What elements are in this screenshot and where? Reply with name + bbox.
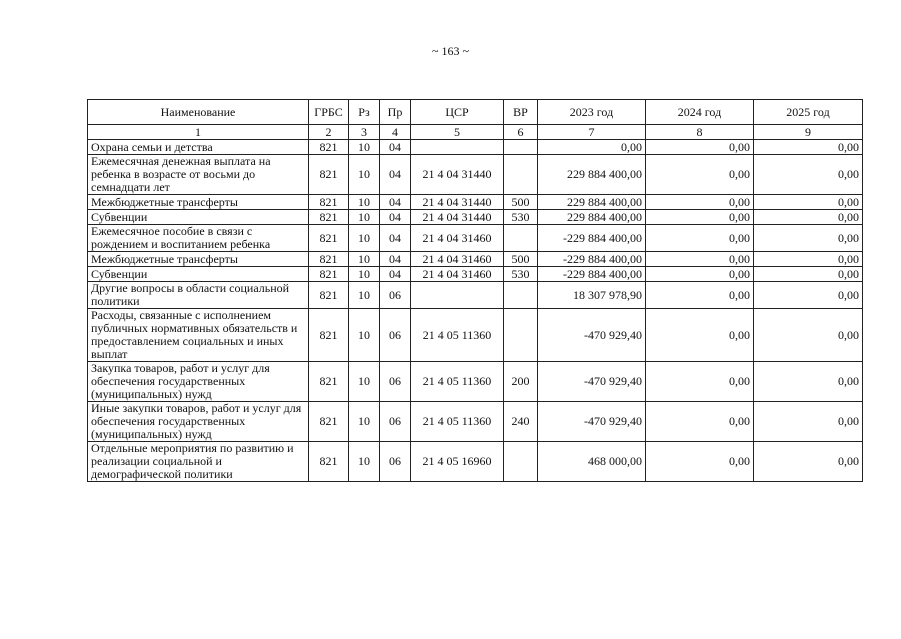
row-pr: 06 [380, 282, 411, 309]
table-row [88, 402, 863, 442]
row-amount-2024: 0,00 [646, 155, 754, 195]
row-vr: 200 [504, 362, 538, 402]
row-grbs: 821 [309, 210, 349, 225]
row-vr: 530 [504, 210, 538, 225]
row-amount-2024: 0,00 [646, 309, 754, 362]
row-grbs: 821 [309, 402, 349, 442]
table-row [88, 225, 863, 252]
row-pr: 04 [380, 252, 411, 267]
row-amount-2025: 0,00 [754, 442, 863, 482]
row-amount-2025: 0,00 [754, 225, 863, 252]
row-vr: 240 [504, 402, 538, 442]
header-name: Наименование [88, 100, 309, 125]
row-amount-2024: 0,00 [646, 225, 754, 252]
row-name: Межбюджетные трансферты [88, 195, 309, 210]
budget-table [87, 99, 863, 482]
row-pr: 04 [380, 155, 411, 195]
row-rz: 10 [349, 442, 380, 482]
row-amount-2023: 468 000,00 [538, 442, 646, 482]
column-number: 8 [646, 125, 754, 140]
row-grbs: 821 [309, 309, 349, 362]
row-grbs: 821 [309, 362, 349, 402]
row-rz: 10 [349, 267, 380, 282]
header-csr: ЦСР [411, 100, 504, 125]
row-grbs: 821 [309, 155, 349, 195]
row-amount-2025: 0,00 [754, 309, 863, 362]
row-vr: 500 [504, 195, 538, 210]
header-pr: Пр [380, 100, 411, 125]
table-row [88, 267, 863, 282]
table-row [88, 309, 863, 362]
column-number: 7 [538, 125, 646, 140]
row-csr: 21 4 05 11360 [411, 362, 504, 402]
row-csr: 21 4 04 31440 [411, 195, 504, 210]
row-amount-2023: 229 884 400,00 [538, 155, 646, 195]
row-amount-2024: 0,00 [646, 195, 754, 210]
header-2024: 2024 год [646, 100, 754, 125]
row-pr: 06 [380, 402, 411, 442]
column-number: 4 [380, 125, 411, 140]
row-rz: 10 [349, 155, 380, 195]
row-vr: 500 [504, 252, 538, 267]
row-amount-2023: -470 929,40 [538, 402, 646, 442]
row-csr: 21 4 04 31440 [411, 210, 504, 225]
header-2025: 2025 год [754, 100, 863, 125]
row-vr [504, 442, 538, 482]
row-pr: 06 [380, 309, 411, 362]
row-rz: 10 [349, 140, 380, 155]
row-amount-2025: 0,00 [754, 282, 863, 309]
row-amount-2024: 0,00 [646, 442, 754, 482]
row-csr [411, 140, 504, 155]
row-pr: 04 [380, 210, 411, 225]
row-grbs: 821 [309, 282, 349, 309]
row-grbs: 821 [309, 267, 349, 282]
row-name: Межбюджетные трансферты [88, 252, 309, 267]
row-pr: 04 [380, 225, 411, 252]
row-amount-2023: 229 884 400,00 [538, 210, 646, 225]
row-pr: 04 [380, 267, 411, 282]
row-amount-2023: -229 884 400,00 [538, 225, 646, 252]
row-amount-2024: 0,00 [646, 267, 754, 282]
row-csr: 21 4 04 31460 [411, 252, 504, 267]
row-pr: 06 [380, 442, 411, 482]
row-amount-2025: 0,00 [754, 362, 863, 402]
row-grbs: 821 [309, 195, 349, 210]
row-name: Иные закупки товаров, работ и услуг для обеспечения государственных (муниципальных) нужд [88, 402, 309, 442]
row-amount-2023: -229 884 400,00 [538, 252, 646, 267]
row-grbs: 821 [309, 252, 349, 267]
row-csr: 21 4 04 31440 [411, 155, 504, 195]
row-grbs: 821 [309, 442, 349, 482]
row-vr [504, 225, 538, 252]
table-row [88, 140, 863, 155]
page-number: ~ 163 ~ [432, 44, 469, 58]
row-amount-2023: 0,00 [538, 140, 646, 155]
row-amount-2024: 0,00 [646, 252, 754, 267]
header-2023: 2023 год [538, 100, 646, 125]
row-vr [504, 282, 538, 309]
row-amount-2025: 0,00 [754, 140, 863, 155]
row-name: Расходы, связанные с исполнением публичных нормативных обязательств и предоставлением социальных и иных выплат [88, 309, 309, 362]
row-name: Охрана семьи и детства [88, 140, 309, 155]
row-rz: 10 [349, 225, 380, 252]
table-row [88, 442, 863, 482]
row-csr: 21 4 04 31460 [411, 225, 504, 252]
row-name: Отдельные мероприятия по развитию и реализации социальной и демографической политики [88, 442, 309, 482]
header-rz: Рз [349, 100, 380, 125]
row-amount-2024: 0,00 [646, 402, 754, 442]
row-amount-2024: 0,00 [646, 140, 754, 155]
header-row [88, 100, 863, 125]
row-csr: 21 4 04 31460 [411, 267, 504, 282]
table-row [88, 252, 863, 267]
row-rz: 10 [349, 195, 380, 210]
header-vr: ВР [504, 100, 538, 125]
table-row [88, 210, 863, 225]
column-number: 6 [504, 125, 538, 140]
row-amount-2024: 0,00 [646, 210, 754, 225]
row-amount-2023: -470 929,40 [538, 309, 646, 362]
row-vr [504, 140, 538, 155]
row-amount-2025: 0,00 [754, 210, 863, 225]
row-rz: 10 [349, 309, 380, 362]
row-pr: 04 [380, 140, 411, 155]
row-csr: 21 4 05 16960 [411, 442, 504, 482]
row-amount-2023: -470 929,40 [538, 362, 646, 402]
row-amount-2025: 0,00 [754, 267, 863, 282]
row-grbs: 821 [309, 225, 349, 252]
table-row [88, 155, 863, 195]
column-number-row [88, 125, 863, 140]
row-vr: 530 [504, 267, 538, 282]
row-rz: 10 [349, 210, 380, 225]
header-grbs: ГРБС [309, 100, 349, 125]
column-number: 3 [349, 125, 380, 140]
row-amount-2023: 229 884 400,00 [538, 195, 646, 210]
column-number: 5 [411, 125, 504, 140]
row-grbs: 821 [309, 140, 349, 155]
row-rz: 10 [349, 252, 380, 267]
row-name: Ежемесячное пособие в связи с рождением и воспитанием ребенка [88, 225, 309, 252]
row-vr [504, 309, 538, 362]
row-amount-2024: 0,00 [646, 362, 754, 402]
table-row [88, 362, 863, 402]
row-rz: 10 [349, 402, 380, 442]
row-amount-2024: 0,00 [646, 282, 754, 309]
row-amount-2025: 0,00 [754, 402, 863, 442]
column-number: 1 [88, 125, 309, 140]
table-row [88, 195, 863, 210]
table-row [88, 282, 863, 309]
budget-table-body [88, 140, 863, 482]
row-amount-2023: -229 884 400,00 [538, 267, 646, 282]
row-csr: 21 4 05 11360 [411, 309, 504, 362]
row-rz: 10 [349, 362, 380, 402]
row-csr [411, 282, 504, 309]
row-csr: 21 4 05 11360 [411, 402, 504, 442]
column-number: 9 [754, 125, 863, 140]
row-amount-2025: 0,00 [754, 155, 863, 195]
row-name: Субвенции [88, 210, 309, 225]
row-amount-2025: 0,00 [754, 195, 863, 210]
row-amount-2025: 0,00 [754, 252, 863, 267]
row-name: Субвенции [88, 267, 309, 282]
column-number: 2 [309, 125, 349, 140]
row-amount-2023: 18 307 978,90 [538, 282, 646, 309]
row-pr: 04 [380, 195, 411, 210]
row-name: Другие вопросы в области социальной политики [88, 282, 309, 309]
row-name: Ежемесячная денежная выплата на ребенка в возрасте от восьми до семнадцати лет [88, 155, 309, 195]
row-vr [504, 155, 538, 195]
row-pr: 06 [380, 362, 411, 402]
row-name: Закупка товаров, работ и услуг для обеспечения государственных (муниципальных) нужд [88, 362, 309, 402]
row-rz: 10 [349, 282, 380, 309]
